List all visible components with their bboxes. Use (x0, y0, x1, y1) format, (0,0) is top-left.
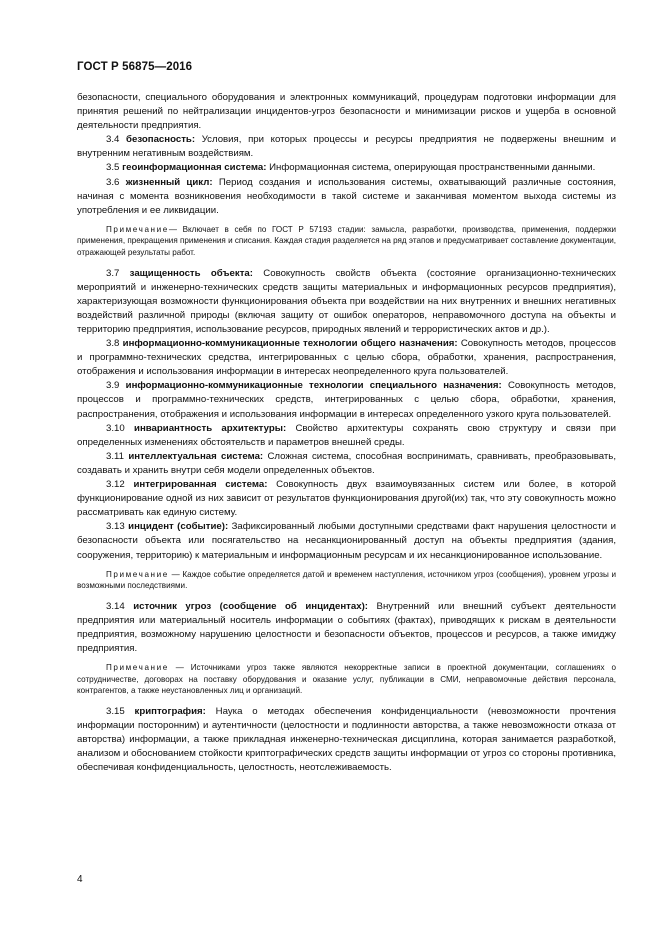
term-number: 3.11 (106, 450, 125, 462)
term-number: 3.8 (106, 338, 120, 350)
term-definition: Совокупность методов, процессов и программно-технических средства, интегрированных с целью сбора, обработки, хранения, распространения, отображения и использования информации в интересах неопределенного круга пользователей. (77, 338, 616, 378)
term-number: 3.9 (106, 380, 120, 392)
term-paragraph-3-9 (77, 379, 616, 421)
term-title: интегрированная система: (133, 479, 268, 491)
term-number: 3.12 (106, 479, 125, 491)
term-title: информационно-коммуникационные технологии специального назначения: (125, 380, 502, 392)
term-number: 3.7 (106, 267, 120, 279)
term-paragraph-3-8 (77, 337, 616, 379)
term-number: 3.4 (106, 134, 120, 146)
term-title: безопасность: (126, 134, 196, 146)
term-paragraph-3-7 (77, 267, 616, 337)
term-paragraph-3-5 (77, 161, 616, 175)
term-number: 3.14 (106, 600, 125, 612)
document-body (77, 91, 616, 775)
term-title: криптография: (134, 705, 206, 717)
term-definition: Внутренний или внешний субъект деятельности предприятия или материальный носитель информации о событиях (фактах), приводящих к рискам в деятельности предприятия, возможному нарушению целостности и безопасности объектов, процессов и ресурсов, а также имиджу предприятия. (77, 600, 616, 655)
term-number: 3.13 (106, 521, 125, 533)
term-number: 3.15 (106, 705, 125, 717)
term-definition: Наука о методах обеспечения конфиденциальности (невозможности прочтения информации посторонним) и аутентичности (целостности и подлинности авторства, а также невозможности отказа от авторства) информации, а также прикладная инженерно-техническая дисциплина, которая занимается разработкой, анализом и обоснованием стойкости криптографических средств защиты информации от угроз со стороны противника, обеспечивая конфиденциальность, целостность, неотслеживаемость. (77, 705, 616, 774)
term-paragraph-3-14 (77, 600, 616, 656)
page-number: 4 (77, 874, 83, 885)
note-3-6 (77, 224, 616, 259)
note-text: Каждое событие определяется датой и временем наступления, источником угроз (сообщения), уровнем угрозы и возможными последствиями. (77, 569, 617, 591)
term-definition: Информационная система, оперирующая пространственными данными. (269, 162, 596, 174)
term-definition: Зафиксированный любыми доступными средствами факт нарушения целостности и безопасности объекта или посягательство на несанкционированный доступ на объекты предприятия (здания, сооружения, территорию) к материальным и информационным ресурсам и их несанкционированное использование. (77, 521, 616, 561)
term-paragraph-3-12 (77, 478, 616, 520)
term-paragraph-3-11 (77, 450, 616, 478)
page-header-title: ГОСТ Р 56875—2016 (77, 61, 193, 73)
note-text: Включает в себя по ГОСТ Р 57193 стадии: замысла, разработки, производства, применения, поддержки применения, прекращения применения и списания. Каждая стадия разделяется на ряд этапов и предусматривает составление документации, отражающей результаты работ. (77, 224, 617, 258)
term-definition: Совокупность методов, процессов и программно-технических средств, интегрированных с целью сбора, обработки, хранения, распространения, отображения и использования информации в интересах определенного узкого круга пользователей. (77, 380, 616, 420)
term-title: источник угроз (сообщение об инцидентах): (133, 600, 369, 612)
note-text: Источниками угроз также являются некорректные записи в проектной документации, соглашениях о сотрудничестве, договорах на поставку оборудования и оказание услуг, публикации в СМИ, неправомочные действия персонала, контрагентов, а также неустановленных лиц и организаций. (77, 663, 616, 696)
term-title: инцидент (событие): (128, 521, 229, 533)
term-number: 3.10 (106, 422, 125, 434)
note-label: Примечание (106, 663, 169, 673)
term-definition: Совокупность свойств объекта (состояние организационно-технических мероприятий и инженерно-технических средств защиты материальных и информационных ресурсов предприятия), характеризующая возможности функционирования объекта при воздействии на них внутренних и внешних негативных воздействий различной природы (включая защиту от ошибок операторов, неправомочного доступа на объекты и территорию предприятия, использование ресурсов, природных явлений и террористических актов и др.). (77, 267, 616, 335)
term-paragraph-3-10 (77, 422, 616, 450)
term-title: защищенность объекта: (129, 267, 253, 279)
term-title: инвариантность архитектуры: (134, 422, 287, 434)
note-3-13 (77, 569, 616, 592)
note-label: Примечание (106, 569, 169, 579)
term-title: информационно-коммуникационные технологии общего назначения: (122, 338, 458, 350)
note-dash: — (168, 224, 177, 234)
term-definition: Совокупность двух взаимоувязанных систем или более, в которой функционирование одной из них зависит от результатов функционирования другой(их) так, что эту совокупность можно рассматривать как единую систему. (77, 479, 616, 519)
intro-paragraph: безопасности, специального оборудования и электронных коммуникаций, процедурам подготовки информации для принятия решений по нейтрализации инцидентов-угроз безопасности и минимизации рисков и ущерба в основной деятельности предприятия. (77, 92, 616, 132)
term-definition: Сложная система, способная воспринимать, сравнивать, преобразовывать, создавать и хранить внутри себя модели определенных объектов. (77, 450, 616, 476)
term-number: 3.6 (106, 176, 120, 188)
term-title: геоинформационная система: (122, 162, 267, 174)
note-dash: — (168, 569, 183, 579)
term-number: 3.5 (106, 162, 120, 174)
term-paragraph-3-4 (77, 133, 616, 161)
note-label: Примечание (106, 224, 169, 234)
term-title: интеллектуальная система: (128, 450, 264, 462)
term-paragraph-3-6 (77, 176, 616, 218)
note-dash: — (168, 663, 191, 673)
term-paragraph-3-13 (77, 520, 616, 562)
term-definition: Условия, при которых процессы и ресурсы предприятия не подвержены внешним и внутренним негативным воздействиям. (77, 134, 616, 160)
term-definition: Период создания и использования системы, охватывающий различные состояния, начиная с момента возникновения необходимости в такой системе и заканчивая моментом выхода системы из употребления и ее ликвидации. (77, 176, 616, 216)
term-definition: Свойство архитектуры сохранять свою структуру и связи при определенных изменениях обстоятельств и параметров внешней среды. (77, 422, 616, 448)
term-title: жизненный цикл: (125, 176, 213, 188)
term-paragraph-3-15 (77, 705, 616, 775)
note-3-14 (77, 662, 616, 697)
